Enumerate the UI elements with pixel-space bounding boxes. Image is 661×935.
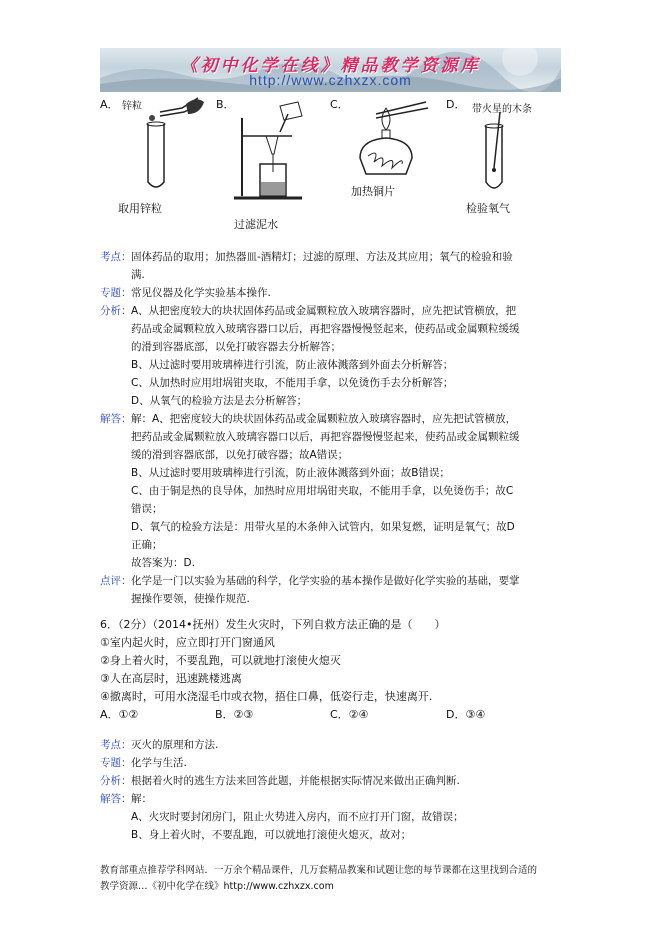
jieda-line: 解：A、把密度较大的块状固体药品或金属颗粒放入玻璃容器时，应先把试管横放，: [131, 413, 517, 425]
option-c-caption: 加热铜片: [351, 185, 395, 198]
zhuanti-tag: 专题：: [100, 287, 132, 299]
page-footer: [100, 863, 570, 895]
option-c-letter: C．: [330, 98, 349, 111]
banner-url[interactable]: http://www.czhxzx.com: [249, 72, 412, 88]
test-tube-oxygen-illustration: [470, 112, 520, 196]
jieda-line: B、身上着火时，不要乱跑，可以就地打滚使火熄灭，故对；: [131, 829, 412, 841]
filtration-apparatus-illustration: [232, 96, 316, 206]
jieda-line: 故答案为：D.: [131, 557, 195, 569]
fenxi-line: B、从过滤时要用玻璃棒进行引流，防止液体溅落到外面去分析解答；: [131, 359, 454, 371]
dianping-line: 握操作要领，使操作规范.: [131, 593, 250, 605]
choice-b: B．②③: [215, 708, 254, 721]
kaodian-text: 灭火的原理和方法.: [131, 739, 219, 751]
jieda-line: 缓的滑到容器底部，以免打破容器；故A错误；: [131, 449, 349, 461]
fenxi-tag: 分析：: [100, 775, 132, 787]
test-tube-zinc-illustration: [138, 94, 208, 194]
option-d-letter: D．: [446, 98, 466, 111]
option-a-caption: 取用锌粒: [118, 202, 162, 215]
choice-a: A．①②: [100, 708, 139, 721]
kaodian-line: 满.: [131, 269, 145, 281]
question-item: ①室内起火时，应立即打开门窗通风: [100, 636, 275, 649]
fenxi-line: D、从氧气的检验方法是去分析解答；: [131, 395, 308, 407]
choice-c: C．②④: [330, 708, 369, 721]
jieda-line: 正确；: [131, 539, 163, 551]
option-a-letter: A．: [100, 98, 119, 111]
jieda-line: 把药品或金属颗粒放入玻璃容器口以后，再把容器慢慢竖起来，使药品或金属颗粒缓: [131, 431, 520, 443]
option-d-caption: 检验氧气: [466, 202, 510, 215]
kaodian-line: 固体药品的取用；加热器皿-酒精灯；过滤的原理、方法及其应用；氧气的检验和验: [131, 251, 513, 263]
question-item: ②身上着火时，不要乱跑，可以就地打滚使火熄灭: [100, 654, 341, 667]
fenxi-line: 的滑到容器底部，以免打破容器去分析解答；: [131, 341, 341, 353]
option-a-zinc-label: 锌粒: [122, 101, 142, 112]
zhuanti-text: 化学与生活.: [131, 757, 187, 769]
fenxi-line: A、从把密度较大的块状固体药品或金属颗粒放入玻璃容器时，应先把试管横放，把: [131, 305, 517, 317]
alcohol-lamp-copper-illustration: [346, 100, 436, 180]
jieda-line: 错误；: [131, 503, 163, 515]
jieda-line: 解：: [131, 793, 152, 805]
fenxi-tag: 分析：: [100, 305, 132, 317]
kaodian-tag: 考点：: [100, 251, 132, 263]
choice-d: D．③④: [446, 708, 486, 721]
zhuanti-tag: 专题：: [100, 757, 132, 769]
zhuanti-text: 常见仪器及化学实验基本操作.: [131, 287, 271, 299]
jieda-tag: 解答：: [100, 793, 132, 805]
fenxi-line: C、从加热时应用坩埚钳夹取，不能用手拿，以免烫伤手去分析解答；: [131, 377, 454, 389]
option-d-splint-label: 带火星的木条: [472, 104, 532, 115]
kaodian-tag: 考点：: [100, 739, 132, 751]
footer-line: 教育部重点推荐学科网站．一万余个精品课件，几万套精品教案和试题让您的每节课都在这里找到合适的: [100, 865, 538, 876]
question-item: ④撤离时，可用水浇湿毛巾或衣物，捂住口鼻，低姿行走，快速离开.: [100, 690, 433, 703]
fenxi-text: 根据着火时的逃生方法来回答此题，并能根据实际情况来做出正确判断.: [131, 775, 460, 787]
jieda-line: D、氧气的检验方法是：用带火星的木条伸入试管内，如果复燃，证明是氧气；故D: [131, 521, 515, 533]
dianping-tag: 点评：: [100, 575, 132, 587]
dianping-line: 化学是一门以实验为基础的科学，化学实验的基本操作是做好化学实验的基础，要掌: [131, 575, 520, 587]
jieda-line: C、由于铜是热的良导体，加热时应用坩埚钳夹取，不能用手拿，以免烫伤手；故C: [131, 485, 514, 497]
option-b-caption: 过滤泥水: [234, 218, 278, 231]
jieda-tag: 解答：: [100, 413, 132, 425]
jieda-line: A、火灾时要封闭房门，阻止火势进入房内，而不应打开门窗，故错误；: [131, 811, 464, 823]
banner-title: 《初中化学在线》精品教学资源库: [180, 56, 481, 76]
header-banner: [100, 48, 561, 92]
option-b-letter: B．: [216, 98, 235, 111]
footer-line: 教学资源…《初中化学在线》http://www.czhxzx.com: [100, 881, 334, 892]
question-item: ③人在高层时，迅速跳楼逃离: [100, 672, 242, 685]
fenxi-line: 药品或金属颗粒放入玻璃容器口以后，再把容器慢慢竖起来，使药品或金属颗粒缓缓: [131, 323, 520, 335]
jieda-line: B、从过滤时要用玻璃棒进行引流，防止液体溅落到外面；故B错误；: [131, 467, 450, 479]
question-stem: 6．（2分）（2014•抚州）发生火灾时，下列自救方法正确的是（ ）: [100, 618, 446, 631]
